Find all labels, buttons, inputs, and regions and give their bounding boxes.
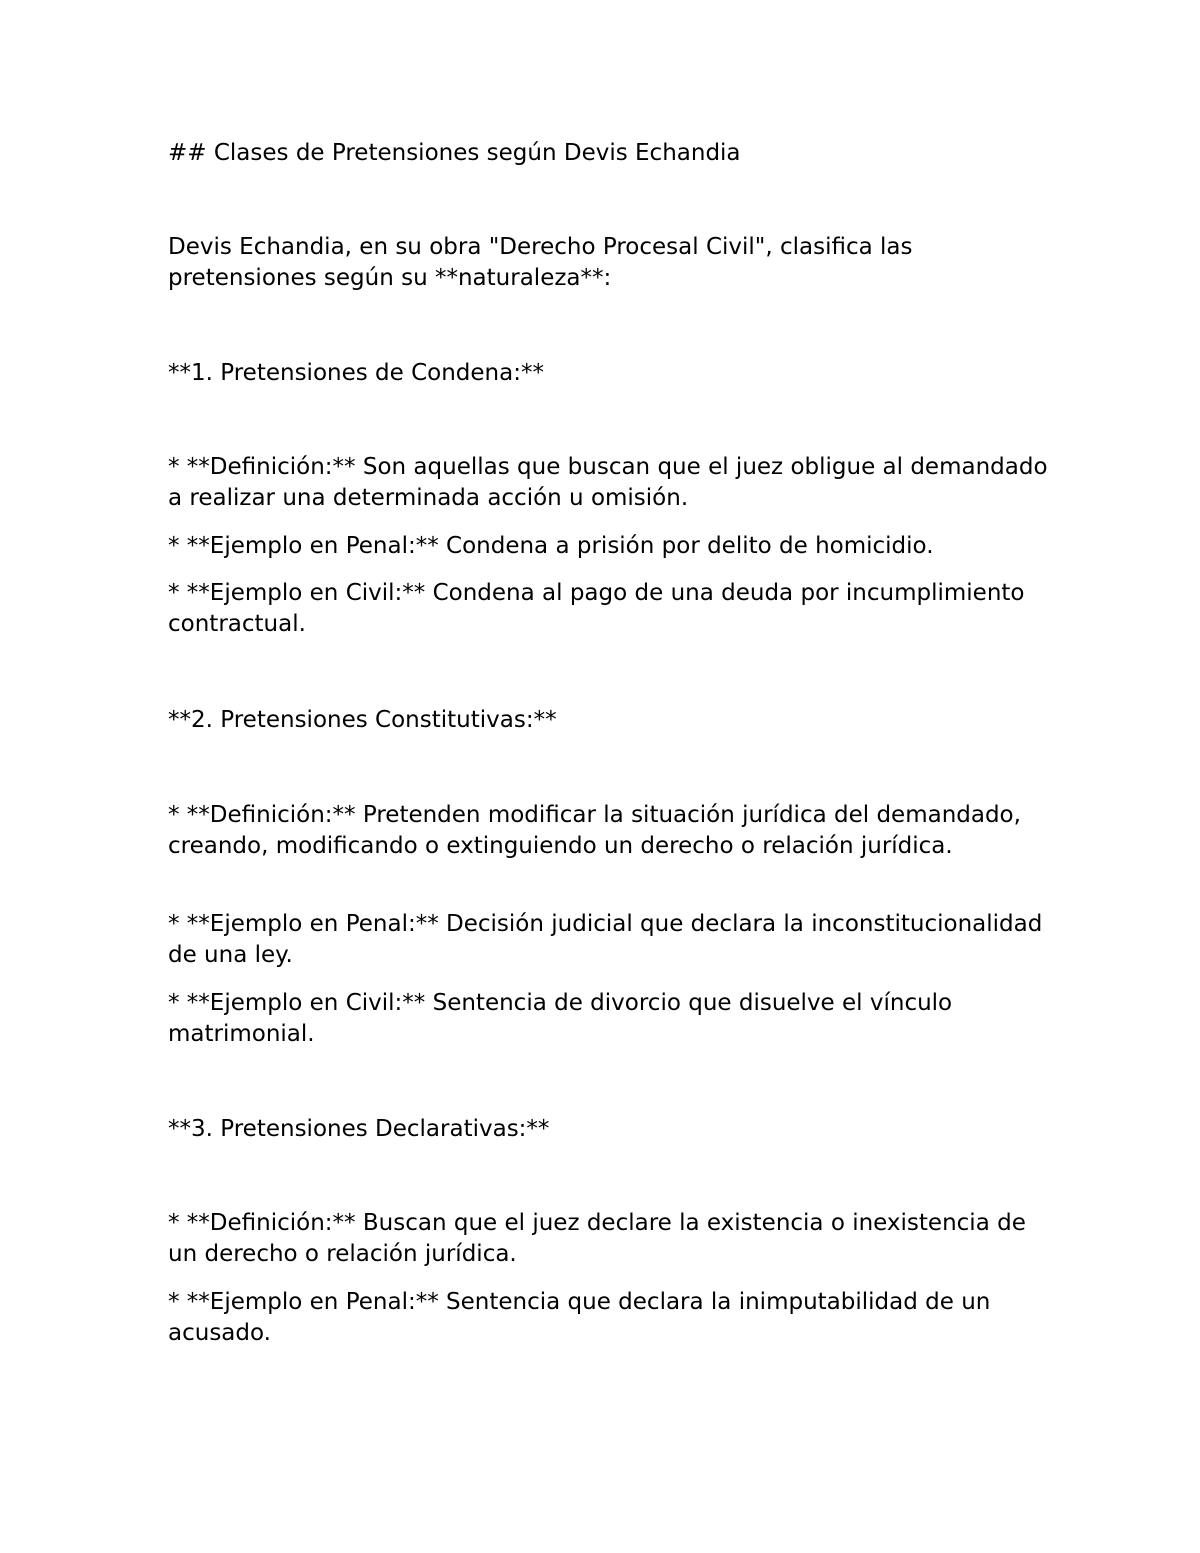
list-item: * **Ejemplo en Penal:** Decisión judicial que declara la inconstitucionalidad de una ley. [168,911,1050,968]
list-item: * **Definición:** Son aquellas que buscan que el juez obligue al demandado a realizar una determinada acción u omisión. [168,454,1055,511]
list-item: * **Ejemplo en Penal:** Sentencia que declara la inimputabilidad de un acusado. [168,1289,998,1346]
section-title-constitutivas: **2. Pretensiones Constitutivas:** [168,707,557,733]
document-heading: ## Clases de Pretensiones según Devis Echandia [168,140,741,166]
list-item: * **Definición:** Buscan que el juez declare la existencia o inexistencia de un derecho o relación jurídica. [168,1210,1034,1267]
list-item: * **Ejemplo en Civil:** Condena al pago de una deuda por incumplimiento contractual. [168,580,1032,637]
section-title-declarativas: **3. Pretensiones Declarativas:** [168,1116,550,1142]
list-item: * **Definición:** Pretenden modificar la situación jurídica del demandado, creando, modificando o extinguiendo un derecho o relación jurídica. [168,802,1029,859]
list-item: * **Ejemplo en Penal:** Condena a prisión por delito de homicidio. [168,533,934,559]
intro-paragraph: Devis Echandia, en su obra "Derecho Procesal Civil", clasifica las pretensiones según su **naturaleza**: [168,234,920,291]
list-item: * **Ejemplo en Civil:** Sentencia de divorcio que disuelve el vínculo matrimonial. [168,990,960,1047]
section-title-condena: **1. Pretensiones de Condena:** [168,360,544,386]
